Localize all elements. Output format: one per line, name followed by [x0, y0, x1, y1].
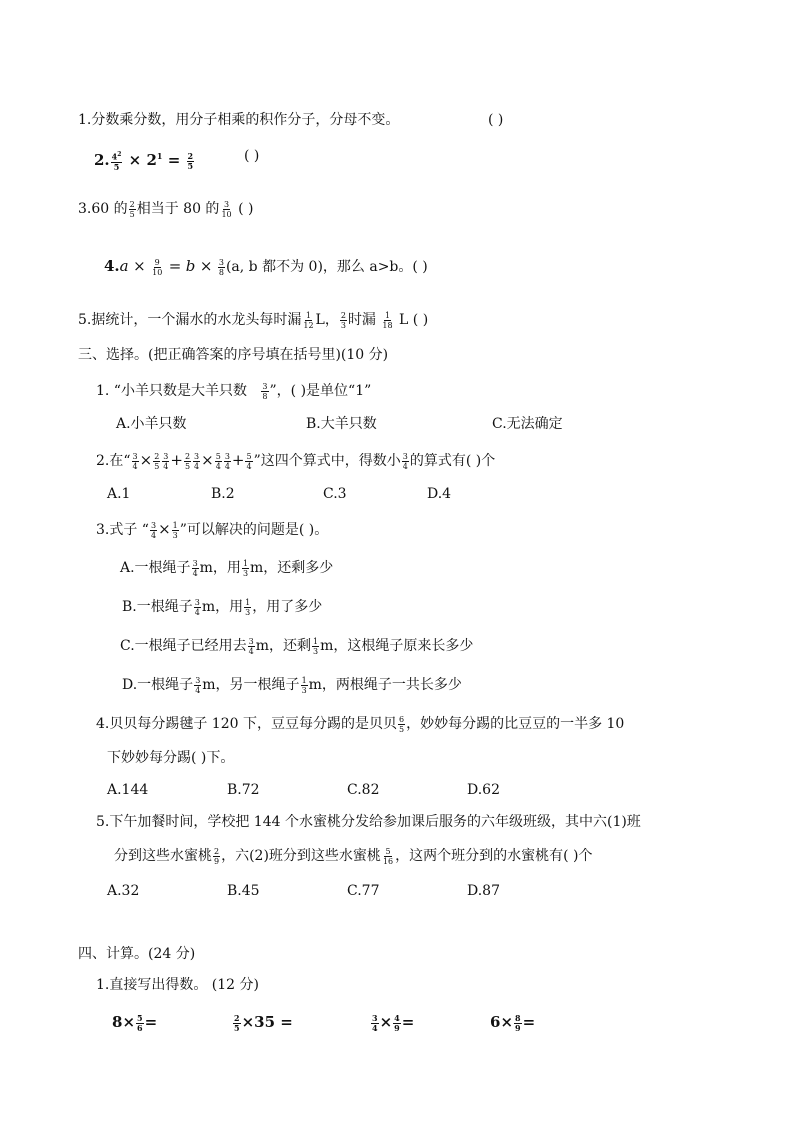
- s3-q5-line2: [114, 846, 593, 866]
- question-number: 2.: [94, 151, 110, 169]
- fraction: $\frac{3}{4}$: [150, 520, 157, 540]
- s3-q1-option-c[interactable]: C.无法确定: [492, 416, 563, 432]
- judge-q5: [78, 310, 428, 330]
- s3-q2-option-c[interactable]: C.3: [323, 486, 347, 502]
- s3-q2: 2.在“ $\frac{3}{4}$ × $\frac{2}{5}$ $\frac{3}{4}$ + $\frac{2}{5}$ $\frac{3}{4}$ × $\frac{5}{4}$ $\frac{3}{4}$ + $\frac{5}{4}$ ”这四个算式中，得数小 $\frac{3}{4}$ 的算式有( )个: [96, 451, 496, 471]
- s3-q3: [96, 519, 328, 540]
- s3-q5-line1: 5.下午加餐时间，学校把 144 个水蜜桃分发给参加课后服务的六年级班级，其中六(1)班: [96, 814, 641, 830]
- q5-text-d[interactable]: L ( ): [399, 312, 429, 328]
- s3-q5-option-c[interactable]: C.77: [347, 883, 380, 899]
- answer-paren[interactable]: ( ): [244, 148, 260, 164]
- fraction: $\frac{3}{4}$: [402, 451, 408, 471]
- s3-q1-text-b: ”，( )是单位“1”: [269, 383, 372, 399]
- fraction: $\frac{3}{8}$: [262, 381, 268, 401]
- s3-q1-text-a: 1. “小羊只数是大羊只数: [96, 383, 247, 399]
- fraction: $\frac{1}{3}$: [172, 520, 178, 540]
- section4-title: 四、计算。(24 分): [78, 946, 196, 962]
- fraction: $\frac{9}{10}$: [152, 257, 163, 277]
- s3-q4: [96, 714, 624, 734]
- fraction: $\frac{1}{12}$: [303, 310, 314, 330]
- s3-q3-text-b: ”可以解决的问题是( )。: [179, 522, 329, 538]
- calc-expr-3: $\frac{3}{4}$ × $\frac{4}{9}$ =: [372, 1012, 415, 1033]
- judge-q1: [78, 110, 504, 130]
- q3-text-a: 3.60 的: [78, 201, 128, 217]
- fraction: $\frac{2}{5}$: [129, 199, 135, 219]
- s3-q5-option-b[interactable]: B.45: [227, 883, 260, 899]
- judge-q3: [78, 199, 253, 219]
- equals-sign: =: [167, 151, 181, 169]
- s3-q3-option-a[interactable]: A.一根绳子 $\frac{3}{4}$ m，用 $\frac{1}{3}$ m，还剩多少: [120, 558, 334, 578]
- s3-q5-option-d[interactable]: D.87: [467, 883, 500, 899]
- s3-q4-option-c[interactable]: C.82: [347, 782, 380, 798]
- var-b: b: [185, 257, 196, 275]
- judge-q2: 2. $\frac{4^2}{5}$ × $2^1$ = $\frac{2}{5}$ ( ): [94, 148, 260, 172]
- integer: 2: [146, 151, 157, 169]
- calc-expr-1: 8× $\frac{5}{6}$ =: [112, 1012, 158, 1033]
- q5-text-a: 5.据统计，一个漏水的水龙头每时漏: [78, 312, 302, 328]
- q5-text-b: L，: [315, 312, 339, 328]
- fraction: $\frac{3}{10}$: [221, 199, 232, 219]
- fraction: $\frac{6}{5}$: [398, 714, 405, 734]
- s3-q1-option-b[interactable]: B.大羊只数: [306, 416, 377, 432]
- s3-q2-option-d[interactable]: D.4: [427, 486, 452, 502]
- q4-rest: (a, b 都不为 0)，那么 a>b。( ): [225, 259, 428, 275]
- calc-expr-4: 6× $\frac{8}{9}$ =: [490, 1012, 536, 1033]
- s3-q4-option-a[interactable]: A.144: [107, 782, 149, 798]
- s3-q5-text-c: ，这两个班分到的水蜜桃有( )个: [395, 848, 593, 864]
- calc-expr-2: $\frac{2}{5}$ ×35 =: [234, 1012, 293, 1033]
- fraction: $\frac{1}{18}$: [382, 310, 393, 330]
- s3-q3-option-c[interactable]: C.一根绳子已经用去 $\frac{3}{4}$ m，还剩 $\frac{1}{3}$ m，这根绳子原来长多少: [120, 636, 474, 656]
- s3-q1: [96, 381, 371, 401]
- s3-q4-option-d[interactable]: D.62: [467, 782, 500, 798]
- fraction: $\frac{2}{5}$: [154, 451, 160, 471]
- fraction: $\frac{5}{4}$: [215, 451, 221, 471]
- s3-q3-text-a: 3.式子 “: [96, 522, 149, 538]
- s3-q4-line2: 下妙妙每分踢( )下。: [107, 750, 235, 766]
- equals-sign: =: [168, 257, 182, 275]
- s3-q3-option-d[interactable]: D.一根绳子 $\frac{3}{4}$ m，另一根绳子 $\frac{1}{3}$ m，两根绳子一共长多少: [122, 675, 462, 695]
- fraction: $\frac{3}{4}$: [194, 451, 200, 471]
- s3-q5-text-a: 分到这些水蜜桃: [114, 848, 212, 864]
- times-sign: ×: [158, 520, 171, 538]
- section4-sub1: 1.直接写出得数。 (12 分): [96, 977, 259, 993]
- s3-q2-option-a[interactable]: A.1: [107, 486, 131, 502]
- s3-q2-text-c: 的算式有( )个: [409, 453, 496, 469]
- q3-text-b: 相当于 80 的: [136, 201, 220, 217]
- fraction: $\frac{4^2}{5}$: [111, 151, 122, 172]
- fraction: $\frac{3}{4}$: [163, 451, 169, 471]
- s3-q3-option-b[interactable]: B.一根绳子 $\frac{3}{4}$ m，用 $\frac{1}{3}$ ，用了多少: [122, 597, 323, 617]
- s3-q5-option-a[interactable]: A.32: [107, 883, 140, 899]
- section3-title: 三、选择。(把正确答案的序号填在括号里)(10 分): [78, 347, 389, 363]
- var-a: a: [119, 257, 129, 275]
- fraction: $\frac{2}{9}$: [214, 846, 220, 866]
- fraction: $\frac{3}{4}$: [132, 451, 138, 471]
- fraction: $\frac{2}{5}$: [184, 451, 191, 471]
- s3-q5-text-b: ，六(2)班分到这些水蜜桃: [221, 848, 381, 864]
- fraction: $\frac{5}{16}$: [382, 846, 394, 866]
- times-sign: ×: [133, 257, 146, 275]
- answer-paren[interactable]: ( ): [488, 112, 504, 128]
- judge-q1-text: 1.分数乘分数，用分子相乘的积作分子，分母不变。: [78, 112, 400, 128]
- s3-q2-option-b[interactable]: B.2: [211, 486, 235, 502]
- s3-q2-text-a: 2.在“: [96, 453, 131, 469]
- s3-q4-option-b[interactable]: B.72: [227, 782, 260, 798]
- s3-q4-text-a: 4.贝贝每分踢毽子 120 下，豆豆每分踢的是贝贝: [96, 716, 397, 732]
- times-sign: ×: [199, 257, 213, 275]
- s3-q4-text-b: ，妙妙每分踢的比豆豆的一半多 10: [406, 716, 625, 732]
- s3-q1-option-a[interactable]: A.小羊只数: [116, 416, 187, 432]
- question-number: 4.: [104, 257, 120, 275]
- fraction: $\frac{3}{4}$: [224, 451, 230, 471]
- fraction: $\frac{5}{4}$: [246, 451, 252, 471]
- times-sign: ×: [128, 151, 142, 169]
- fraction: $\frac{3}{8}$: [218, 257, 224, 277]
- judge-q4: [104, 256, 428, 277]
- answer-paren[interactable]: ( ): [238, 201, 254, 217]
- q5-text-c: 时漏: [347, 312, 376, 328]
- fraction: $\frac{2}{3}$: [340, 310, 346, 330]
- s3-q2-text-b: ”这四个算式中，得数小: [253, 453, 401, 469]
- fraction: $\frac{2}{5}$: [187, 150, 194, 171]
